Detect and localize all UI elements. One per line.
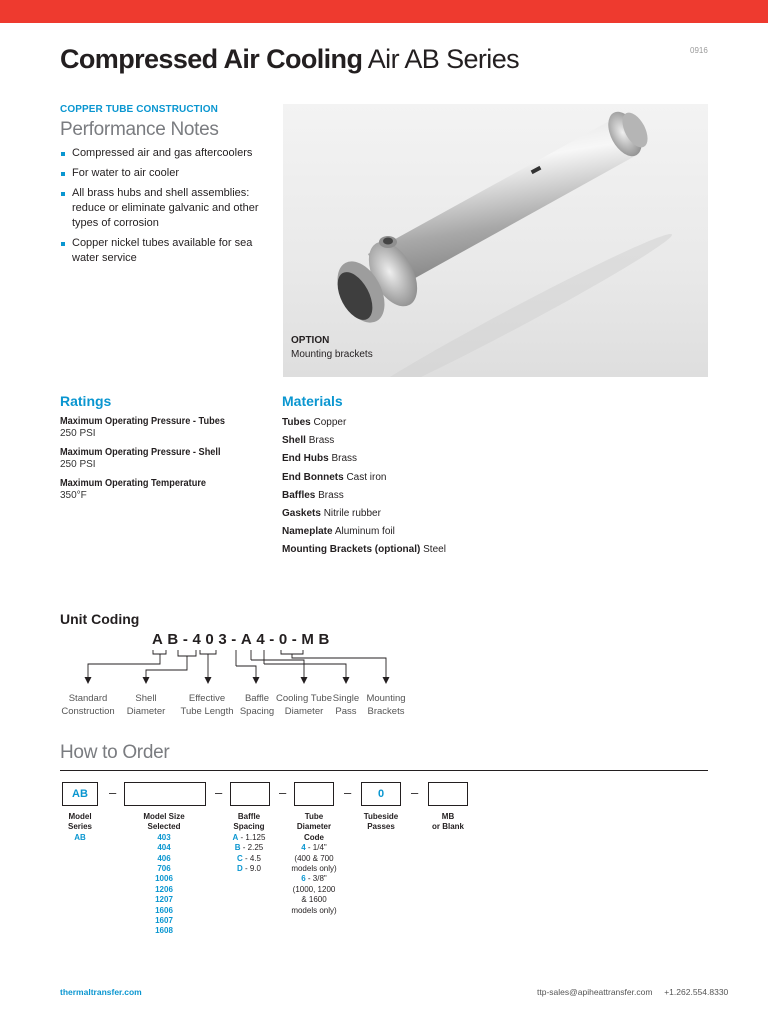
ratings-list	[60, 416, 270, 509]
order-box-baffle-spacing	[230, 782, 270, 806]
materials-heading: Materials	[282, 393, 343, 409]
column-option-note: (400 & 700 models only)	[291, 853, 337, 874]
footer-email-link[interactable]: ttp-sales@apiheattransfer.com	[537, 987, 653, 997]
coding-connector-lines	[88, 650, 386, 678]
coding-label-standard-construction: Standard Construction	[61, 693, 115, 717]
coding-arrowheads	[85, 677, 390, 684]
material-part: Nameplate	[282, 526, 333, 538]
heat-exchanger-illustration	[283, 104, 708, 377]
coding-label-shell-diameter: Shell Diameter	[126, 693, 166, 717]
product-photo	[283, 104, 708, 377]
column-option: 6 - 3/8"	[301, 874, 327, 884]
document-code: 0916	[690, 46, 708, 55]
column-header: Baffle Spacing	[233, 812, 265, 832]
title-light: Air AB Series	[367, 44, 520, 74]
top-accent-bar	[0, 0, 768, 23]
order-column-tube-diameter	[291, 812, 336, 916]
material-value: Aluminum foil	[334, 526, 395, 538]
column-option: 1608	[155, 926, 173, 936]
rating-item	[60, 416, 270, 439]
order-column-baffle-spacing	[233, 812, 266, 874]
column-option: D - 9.0	[236, 864, 262, 874]
order-dash: –	[279, 785, 287, 800]
column-option: 406	[157, 853, 171, 863]
material-value: Copper	[313, 417, 347, 428]
column-option: 4 - 1/4"	[301, 843, 327, 853]
material-value: Nitrile rubber	[323, 508, 381, 520]
coding-label-single-pass: Single Pass	[332, 693, 360, 717]
material-item	[282, 541, 582, 559]
column-option: 403	[157, 832, 171, 842]
column-option: 1207	[155, 895, 173, 905]
option-label: OPTION	[291, 335, 330, 346]
order-box-tube-diameter	[294, 782, 334, 806]
material-value: Steel	[423, 544, 446, 556]
column-option-note: (1000, 1200 & 1600 models only)	[291, 884, 337, 915]
material-item	[282, 469, 582, 487]
material-value: Brass	[308, 435, 335, 447]
order-column-model-size	[143, 812, 184, 937]
column-option: C - 4.5	[236, 853, 262, 863]
column-header: Tube Diameter Code	[296, 812, 332, 842]
performance-note: All brass hubs and shell assemblies: reduce or eliminate galvanic and other types of corrosion	[60, 186, 270, 231]
option-text: Mounting brackets	[291, 349, 373, 360]
material-item	[282, 432, 582, 450]
order-column-mb-or-blank	[432, 812, 464, 833]
material-part: Gaskets	[282, 508, 321, 520]
column-option: 1006	[155, 874, 173, 884]
performance-note: For water to air cooler	[60, 166, 270, 181]
column-option: AB	[74, 832, 86, 842]
rating-item	[60, 478, 270, 501]
order-box-tubeside-passes: 0	[361, 782, 401, 806]
column-header: Model Size Selected	[143, 812, 185, 832]
rating-item	[60, 447, 270, 470]
material-value: Brass	[331, 453, 358, 465]
column-header: Model Series	[67, 812, 93, 832]
material-part: Mounting Brackets (optional)	[282, 544, 421, 556]
material-item	[282, 505, 582, 523]
order-box-mb-or-blank	[428, 782, 468, 806]
unit-coding-heading: Unit Coding	[60, 611, 140, 627]
rating-value: 350°F	[60, 490, 87, 501]
rating-label: Maximum Operating Pressure - Shell	[60, 447, 221, 458]
order-dash: –	[215, 785, 223, 800]
performance-note: Compressed air and gas aftercoolers	[60, 146, 270, 161]
order-column-tubeside-passes	[364, 812, 399, 833]
column-header: Tubeside Passes	[363, 812, 399, 832]
order-dash: –	[411, 785, 419, 800]
material-item	[282, 523, 582, 541]
footer-contact	[537, 987, 728, 997]
rating-label: Maximum Operating Pressure - Tubes	[60, 416, 225, 427]
performance-note: Copper nickel tubes available for sea water service	[60, 236, 270, 266]
material-part: Tubes	[282, 417, 311, 428]
material-part: Baffles	[282, 489, 316, 501]
column-header: MB or Blank	[431, 812, 465, 832]
material-part: Shell	[282, 435, 306, 447]
column-option: 404	[157, 843, 171, 853]
column-option: 1607	[155, 916, 173, 926]
order-box-model-series: AB	[62, 782, 98, 806]
how-to-order-heading: How to Order	[60, 742, 170, 763]
column-option: B - 2.25	[234, 843, 264, 853]
construction-kicker: COPPER TUBE CONSTRUCTION	[60, 104, 218, 115]
material-item	[282, 450, 582, 468]
page-title	[60, 44, 519, 75]
material-item	[282, 414, 582, 432]
column-option: A - 1.125	[232, 832, 266, 842]
coding-label-baffle-spacing: Baffle Spacing	[239, 693, 275, 717]
unit-code-string: AB-403-A4-0-MB	[152, 631, 334, 648]
material-item	[282, 487, 582, 505]
ratings-heading: Ratings	[60, 393, 112, 409]
order-column-model-series	[68, 812, 92, 843]
coding-label-mounting-brackets: Mounting Brackets	[366, 693, 406, 717]
order-dash: –	[109, 785, 117, 800]
column-option: 1606	[155, 905, 173, 915]
performance-notes-heading: Performance Notes	[60, 119, 219, 140]
column-option: 706	[157, 864, 171, 874]
footer-phone: +1.262.554.8330	[664, 987, 729, 997]
footer-website-link[interactable]: thermaltransfer.com	[60, 987, 142, 997]
rating-value: 250 PSI	[60, 428, 96, 439]
material-value: Cast iron	[346, 471, 387, 483]
performance-notes-list	[60, 146, 270, 271]
rating-value: 250 PSI	[60, 459, 96, 470]
coding-label-cooling-tube-diameter: Cooling Tube Diameter	[276, 693, 332, 717]
material-part: End Hubs	[282, 453, 329, 465]
material-value: Brass	[318, 489, 344, 501]
order-dash: –	[344, 785, 352, 800]
section-divider	[60, 770, 708, 771]
order-box-model-size	[124, 782, 206, 806]
coding-label-effective-tube-length: Effective Tube Length	[180, 693, 234, 717]
title-bold: Compressed Air Cooling	[60, 44, 363, 74]
rating-label: Maximum Operating Temperature	[60, 478, 207, 489]
column-option: 1206	[155, 884, 173, 894]
materials-list	[282, 414, 582, 560]
material-part: End Bonnets	[282, 471, 344, 483]
